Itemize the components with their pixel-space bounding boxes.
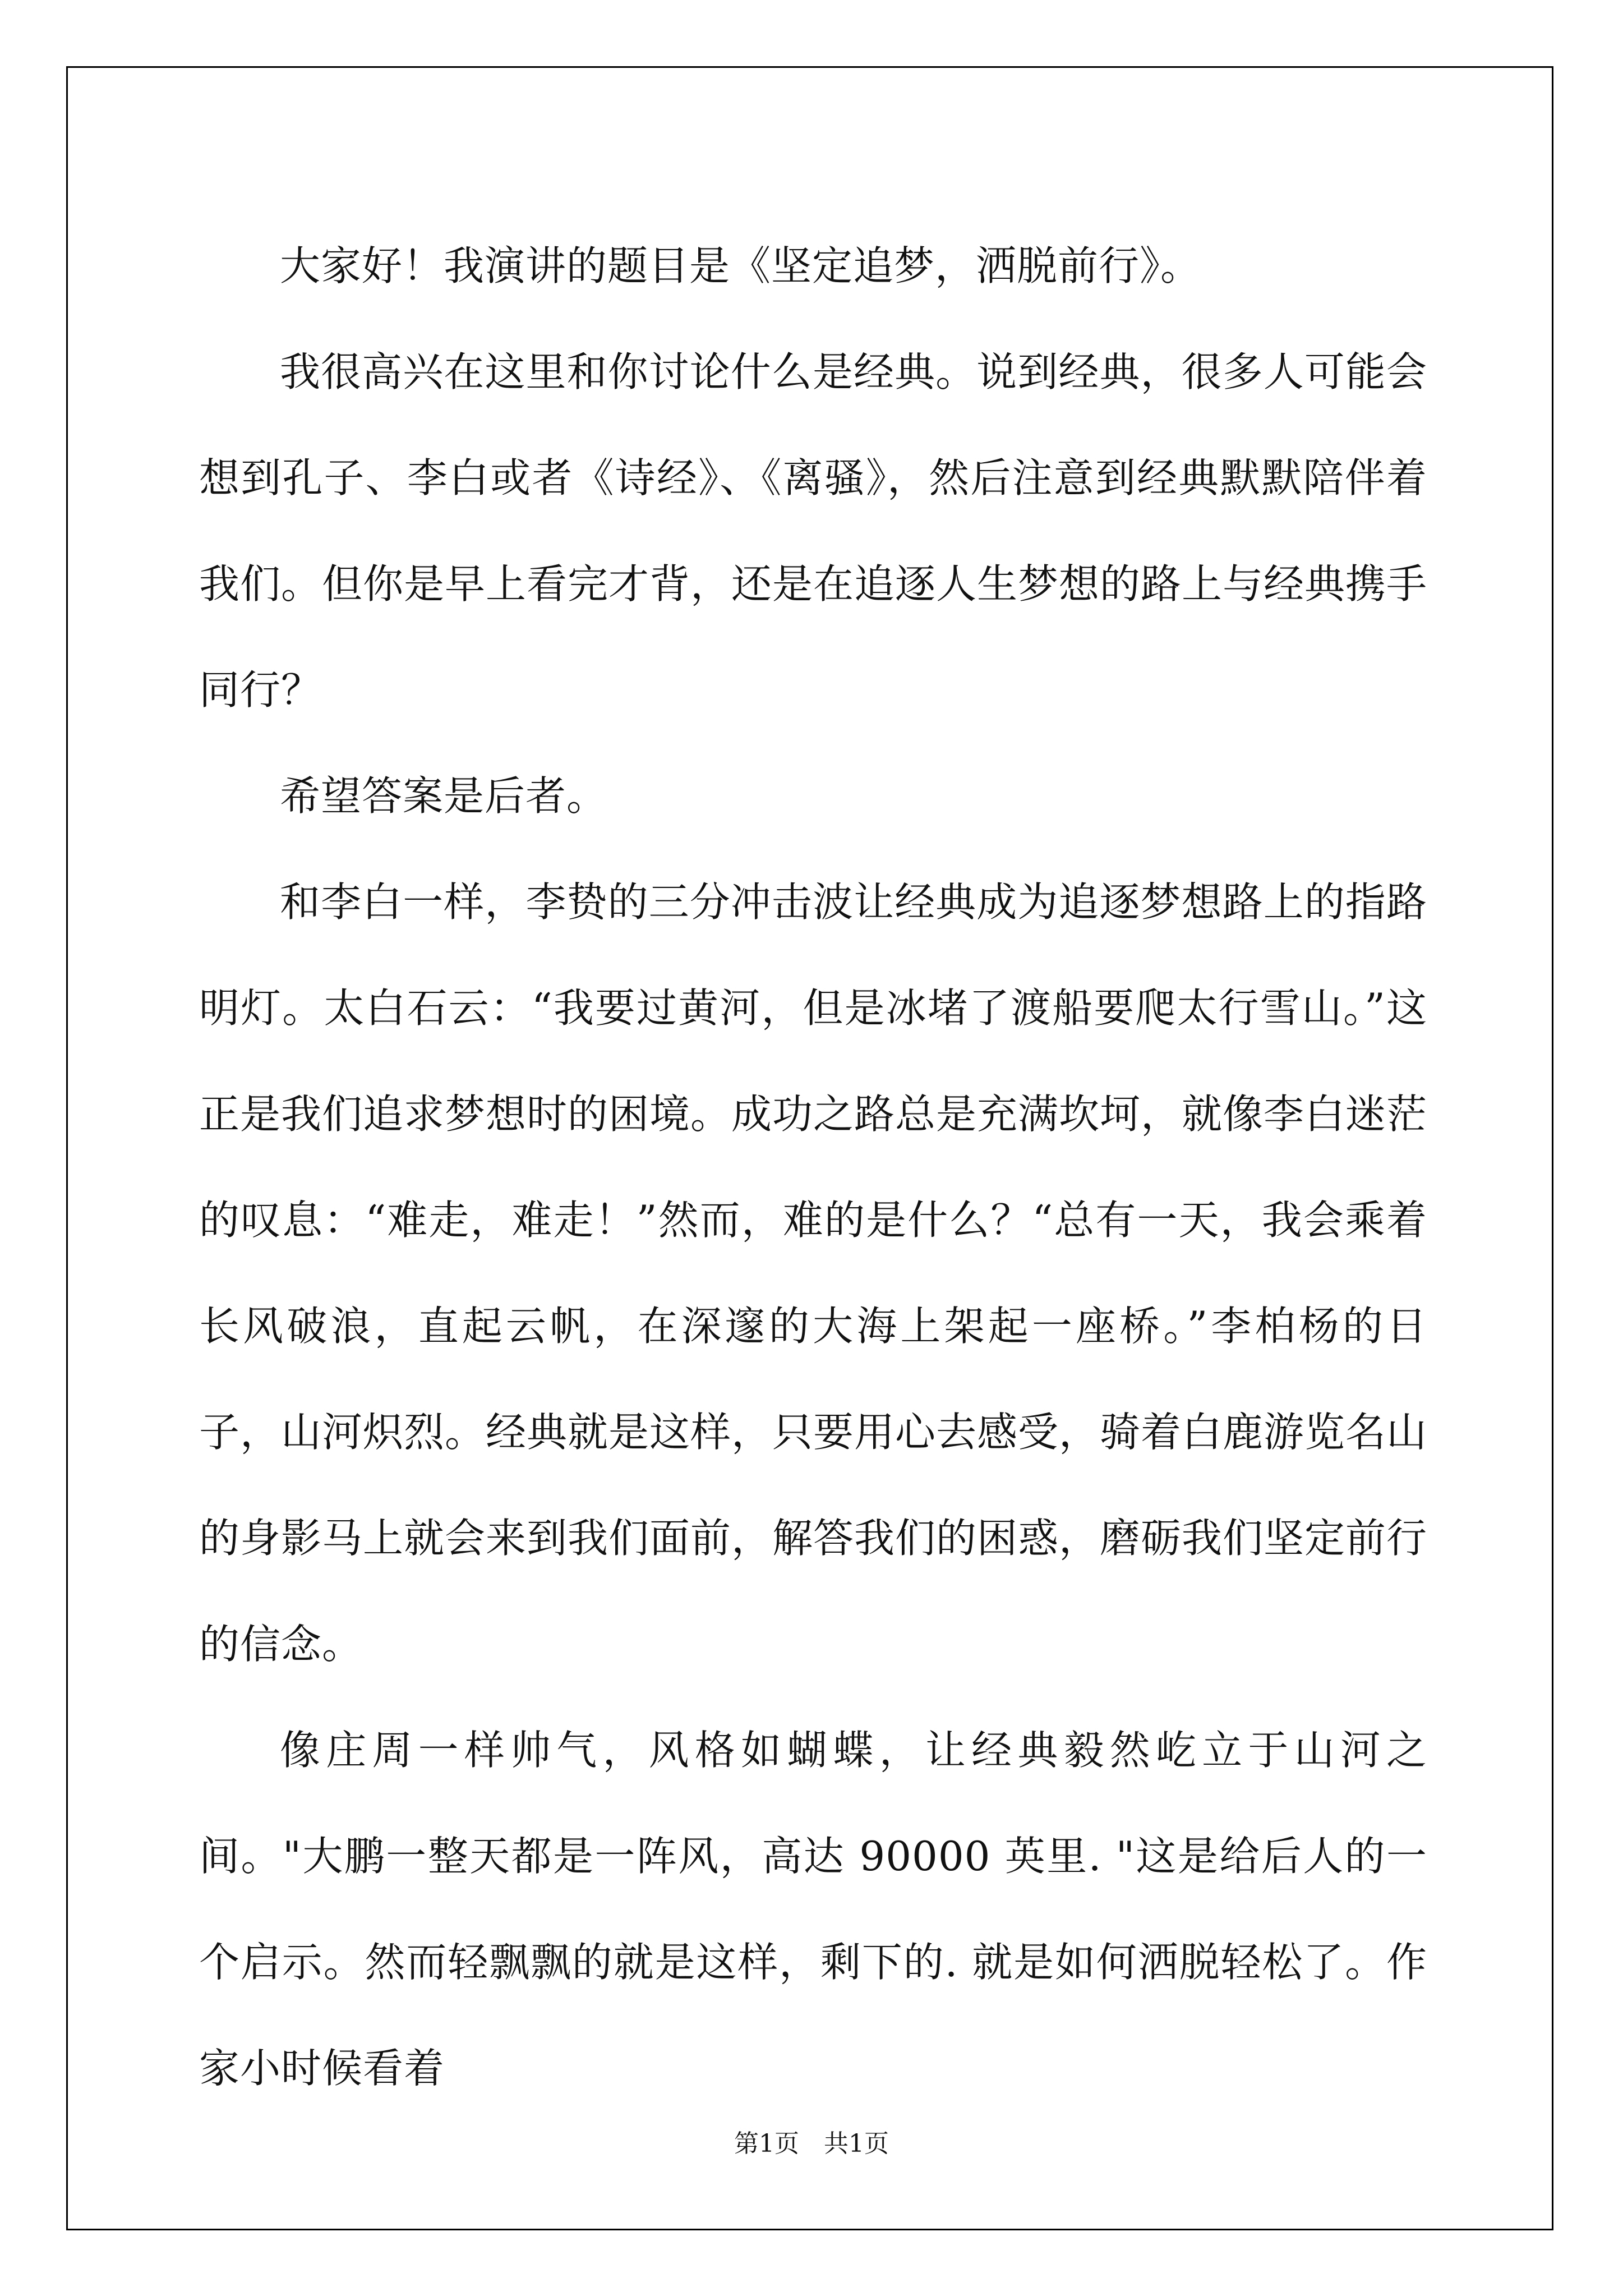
paragraph-3: 希望答案是后者。 bbox=[280, 772, 608, 820]
page-footer: 第1页 共1页 bbox=[734, 2129, 889, 2158]
paragraph-4: 和李白一样，李贽的三分冲击波让经典成为追逐梦想路上的指路明灯。太白石云：“我要过黄河，但是冰堵了渡船要爬太行雪山。”这正是我们追求梦想时的困境。成功之路总是充满坎坷，就像李白迷茫的叹息：“难走，难走！”然而，难的是什么？“总有一天，我会乘着长风破浪，直起云帆，在深邃的大海上架起一座桥。”李柏杨的日子，山河炽烈。经典就是这样，只要用心去感受，骑着白鹿游览名山的身影马上就会来到我们面前，解答我们的困惑，磨砺我们坚定前行的信念。 bbox=[199, 878, 1428, 1668]
paragraph-2: 我很高兴在这里和你讨论什么是经典。说到经典，很多人可能会想到孔子、李白或者《诗经》、《离骚》，然后注意到经典默默陪伴着我们。但你是早上看完才背，还是在追逐人生梦想的路上与经典携手同行？ bbox=[199, 348, 1428, 714]
document-body bbox=[199, 213, 1427, 2122]
paragraph-5: 像庄周一样帅气，风格如蝴蝶，让经典毅然屹立于山河之间。"大鹏一整天都是一阵风，高达 90000 英里. "这是给后人的一个启示。然而轻飘飘的就是这样，剩下的. 就是如何洒脱轻松了。作家小时候看着 bbox=[199, 1727, 1427, 2092]
paragraph-1: 大家好！我演讲的题目是《坚定追梦，洒脱前行》。 bbox=[280, 242, 1202, 289]
